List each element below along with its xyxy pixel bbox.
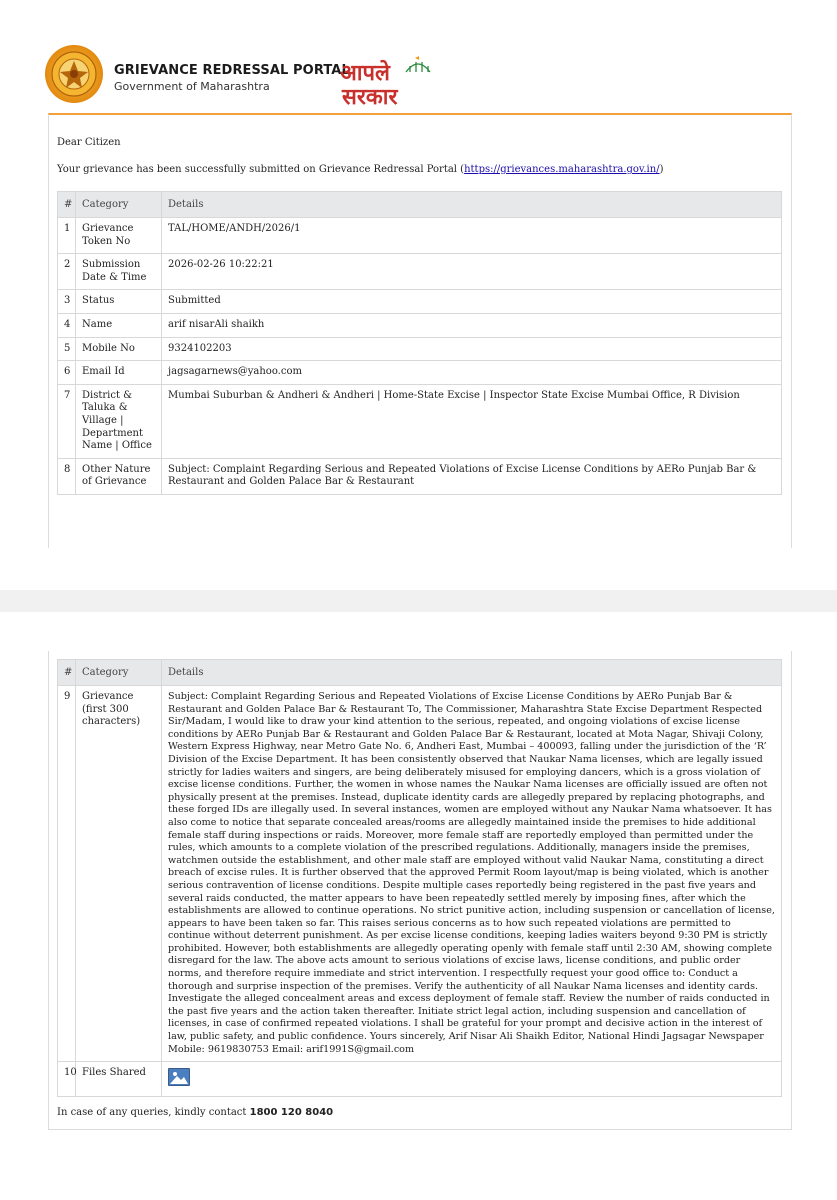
- header-category: Category: [76, 660, 162, 686]
- row-details: 2026-02-26 10:22:21: [162, 254, 782, 290]
- header-num: #: [58, 660, 76, 686]
- svg-text:सरकार: सरकार: [342, 85, 398, 110]
- header-num: #: [58, 192, 76, 218]
- row-category: Files Shared: [76, 1062, 162, 1097]
- grievance-table: [57, 191, 782, 495]
- row-num: 10: [58, 1062, 76, 1097]
- table-row: [58, 254, 782, 290]
- contact-info: In case of any queries, kindly contact 1800 120 8040: [57, 1107, 334, 1118]
- table-header-row: [58, 192, 782, 218]
- row-category: Name: [76, 313, 162, 337]
- page-gap: [0, 590, 837, 612]
- row-category: Mobile No: [76, 337, 162, 361]
- table-header-row: [58, 660, 782, 686]
- row-num: 6: [58, 361, 76, 385]
- table-row: [58, 686, 782, 1062]
- row-details: 9324102203: [162, 337, 782, 361]
- table-row: [58, 218, 782, 254]
- row-category: District & Taluka & Village | Department Name | Office: [76, 384, 162, 458]
- row-category: Other Nature of Grievance: [76, 458, 162, 494]
- row-category: Grievance (first 300 characters): [76, 686, 162, 1062]
- page-1: [0, 0, 837, 590]
- row-category: Submission Date & Time: [76, 254, 162, 290]
- row-details: Mumbai Suburban & Andheri & Andheri | Home-State Excise | Inspector State Excise Mumbai Office, R Division: [162, 384, 782, 458]
- portal-link[interactable]: https://grievances.maharashtra.gov.in/: [464, 164, 660, 175]
- grievance-card-1: [48, 113, 792, 548]
- files-cell: [162, 1062, 782, 1097]
- maharashtra-seal-icon: [44, 44, 104, 104]
- intro-text: Your grievance has been successfully submitted on Grievance Redressal Portal (https://grievances.maharashtra.gov.in/): [57, 164, 664, 175]
- row-num: 2: [58, 254, 76, 290]
- header-category: Category: [76, 192, 162, 218]
- row-details: Submitted: [162, 290, 782, 314]
- header-details: Details: [162, 660, 782, 686]
- row-num: 9: [58, 686, 76, 1062]
- row-details: jagsagarnews@yahoo.com: [162, 361, 782, 385]
- aaple-sarkar-logo: [336, 52, 444, 110]
- portal-title: GRIEVANCE REDRESSAL PORTAL: [114, 63, 350, 78]
- table-row: [58, 361, 782, 385]
- image-file-icon[interactable]: [168, 1068, 190, 1086]
- grievance-text: Subject: Complaint Regarding Serious and Repeated Violations of Excise License Conditions by AERo Punjab Bar & Restaurant and Golden Palace Bar & Restaurant To, The Commissioner, Maharashtra State Excise Department Respected Sir/Madam, I would like to draw your kind attention to the serious, repeated, and ongoing violations of excise license conditions by AERo Punjab Bar & Restaurant and Golden Palace Bar & Restaurant, located at Mota Nagar, Shivaji Colony, Western Express Highway, near Metro Gate No. 6, Andheri East, Mumbai – 400093, falling under the jurisdiction of the ‘R’ Division of the Excise Department. It has been consistently observed that Naukar Nama licenses, which are legally issued strictly for ladies waiters and singers, are being deliberately misused for employing dancers, which is a gross violation of excise license conditions. Further, the women in whose names the Naukar Nama licenses are officially issued are often not physically present at the premises. Instead, duplicate identity cards are allegedly prepared by replacing photographs, and these forged IDs are illegally used. In several instances, women are employed without any Naukar Nama whatsoever. It has also come to notice that separate concealed areas/rooms are allegedly maintained inside the premises to hide additional female staff during inspections or raids. Moreover, more female staff are reportedly employed than permitted under the rules, which amounts to a complete violation of the prescribed regulations. Additionally, managers inside the premises, watchmen outside the establishment, and other male staff are employed without valid Naukar Nama, constituting a direct breach of excise rules. It is further observed that the approved Permit Room layout/map is being violated, which is another serious contravention of license conditions. Despite multiple cases reportedly being registered in the past five years and several raids conducted, the matter appears to have been repeatedly settled merely by imposing fines, after which the establishments are allowed to continue operations. No strict punitive action, including suspension or cancellation of license, appears to have been taken so far. This raises serious concerns as to how such repeated violations are permitted to continue without deterrent punishment. As per excise license conditions, keeping ladies waiters beyond 9:30 PM is strictly prohibited. However, both establishments are allegedly operating openly with female staff until 2:30 AM, showing complete disregard for the law. The above acts amount to serious violations of excise laws, license conditions, and public order norms, and therefore require immediate and strict intervention. I respectfully request your good office to: Conduct a thorough and surprise inspection of the premises. Verify the authenticity of all Naukar Nama licenses and identity cards. Investigate the alleged concealment areas and excess deployment of female staff. Review the number of raids conducted in the past five years and the action taken thereafter. Initiate strict legal action, including suspension and cancellation of licenses, in case of confirmed repeated violations. I shall be grateful for your prompt and decisive action in the interest of law, public safety, and public confidence. Yours sincerely, Arif Nisar Ali Shaikh Editor, National Hindi Jagsagar Newspaper Mobile: 9619830753 Email: arif1991S@gmail.com: [162, 686, 782, 1062]
- svg-text:आपले: आपले: [340, 61, 390, 86]
- row-num: 5: [58, 337, 76, 361]
- header-details: Details: [162, 192, 782, 218]
- helpline-number: 1800 120 8040: [249, 1107, 334, 1118]
- row-details: Subject: Complaint Regarding Serious and Repeated Violations of Excise License Conditions by AERo Punjab Bar & Restaurant and Golden Palace Bar & Restaurant: [162, 458, 782, 494]
- row-category: Email Id: [76, 361, 162, 385]
- table-row: [58, 458, 782, 494]
- row-num: 8: [58, 458, 76, 494]
- table-row: [58, 313, 782, 337]
- portal-subtitle: Government of Maharashtra: [114, 80, 270, 93]
- greeting-text: Dear Citizen: [57, 137, 121, 148]
- table-row: [58, 1062, 782, 1097]
- row-num: 4: [58, 313, 76, 337]
- row-category: Grievance Token No: [76, 218, 162, 254]
- grievance-card-2: [48, 651, 792, 1130]
- row-details: TAL/HOME/ANDH/2026/1: [162, 218, 782, 254]
- portal-header: [44, 44, 784, 114]
- table-row: [58, 337, 782, 361]
- table-row: [58, 290, 782, 314]
- row-num: 1: [58, 218, 76, 254]
- grievance-table-continued: [57, 659, 782, 1097]
- row-details: arif nisarAli shaikh: [162, 313, 782, 337]
- row-num: 3: [58, 290, 76, 314]
- table-row: [58, 384, 782, 458]
- row-num: 7: [58, 384, 76, 458]
- row-category: Status: [76, 290, 162, 314]
